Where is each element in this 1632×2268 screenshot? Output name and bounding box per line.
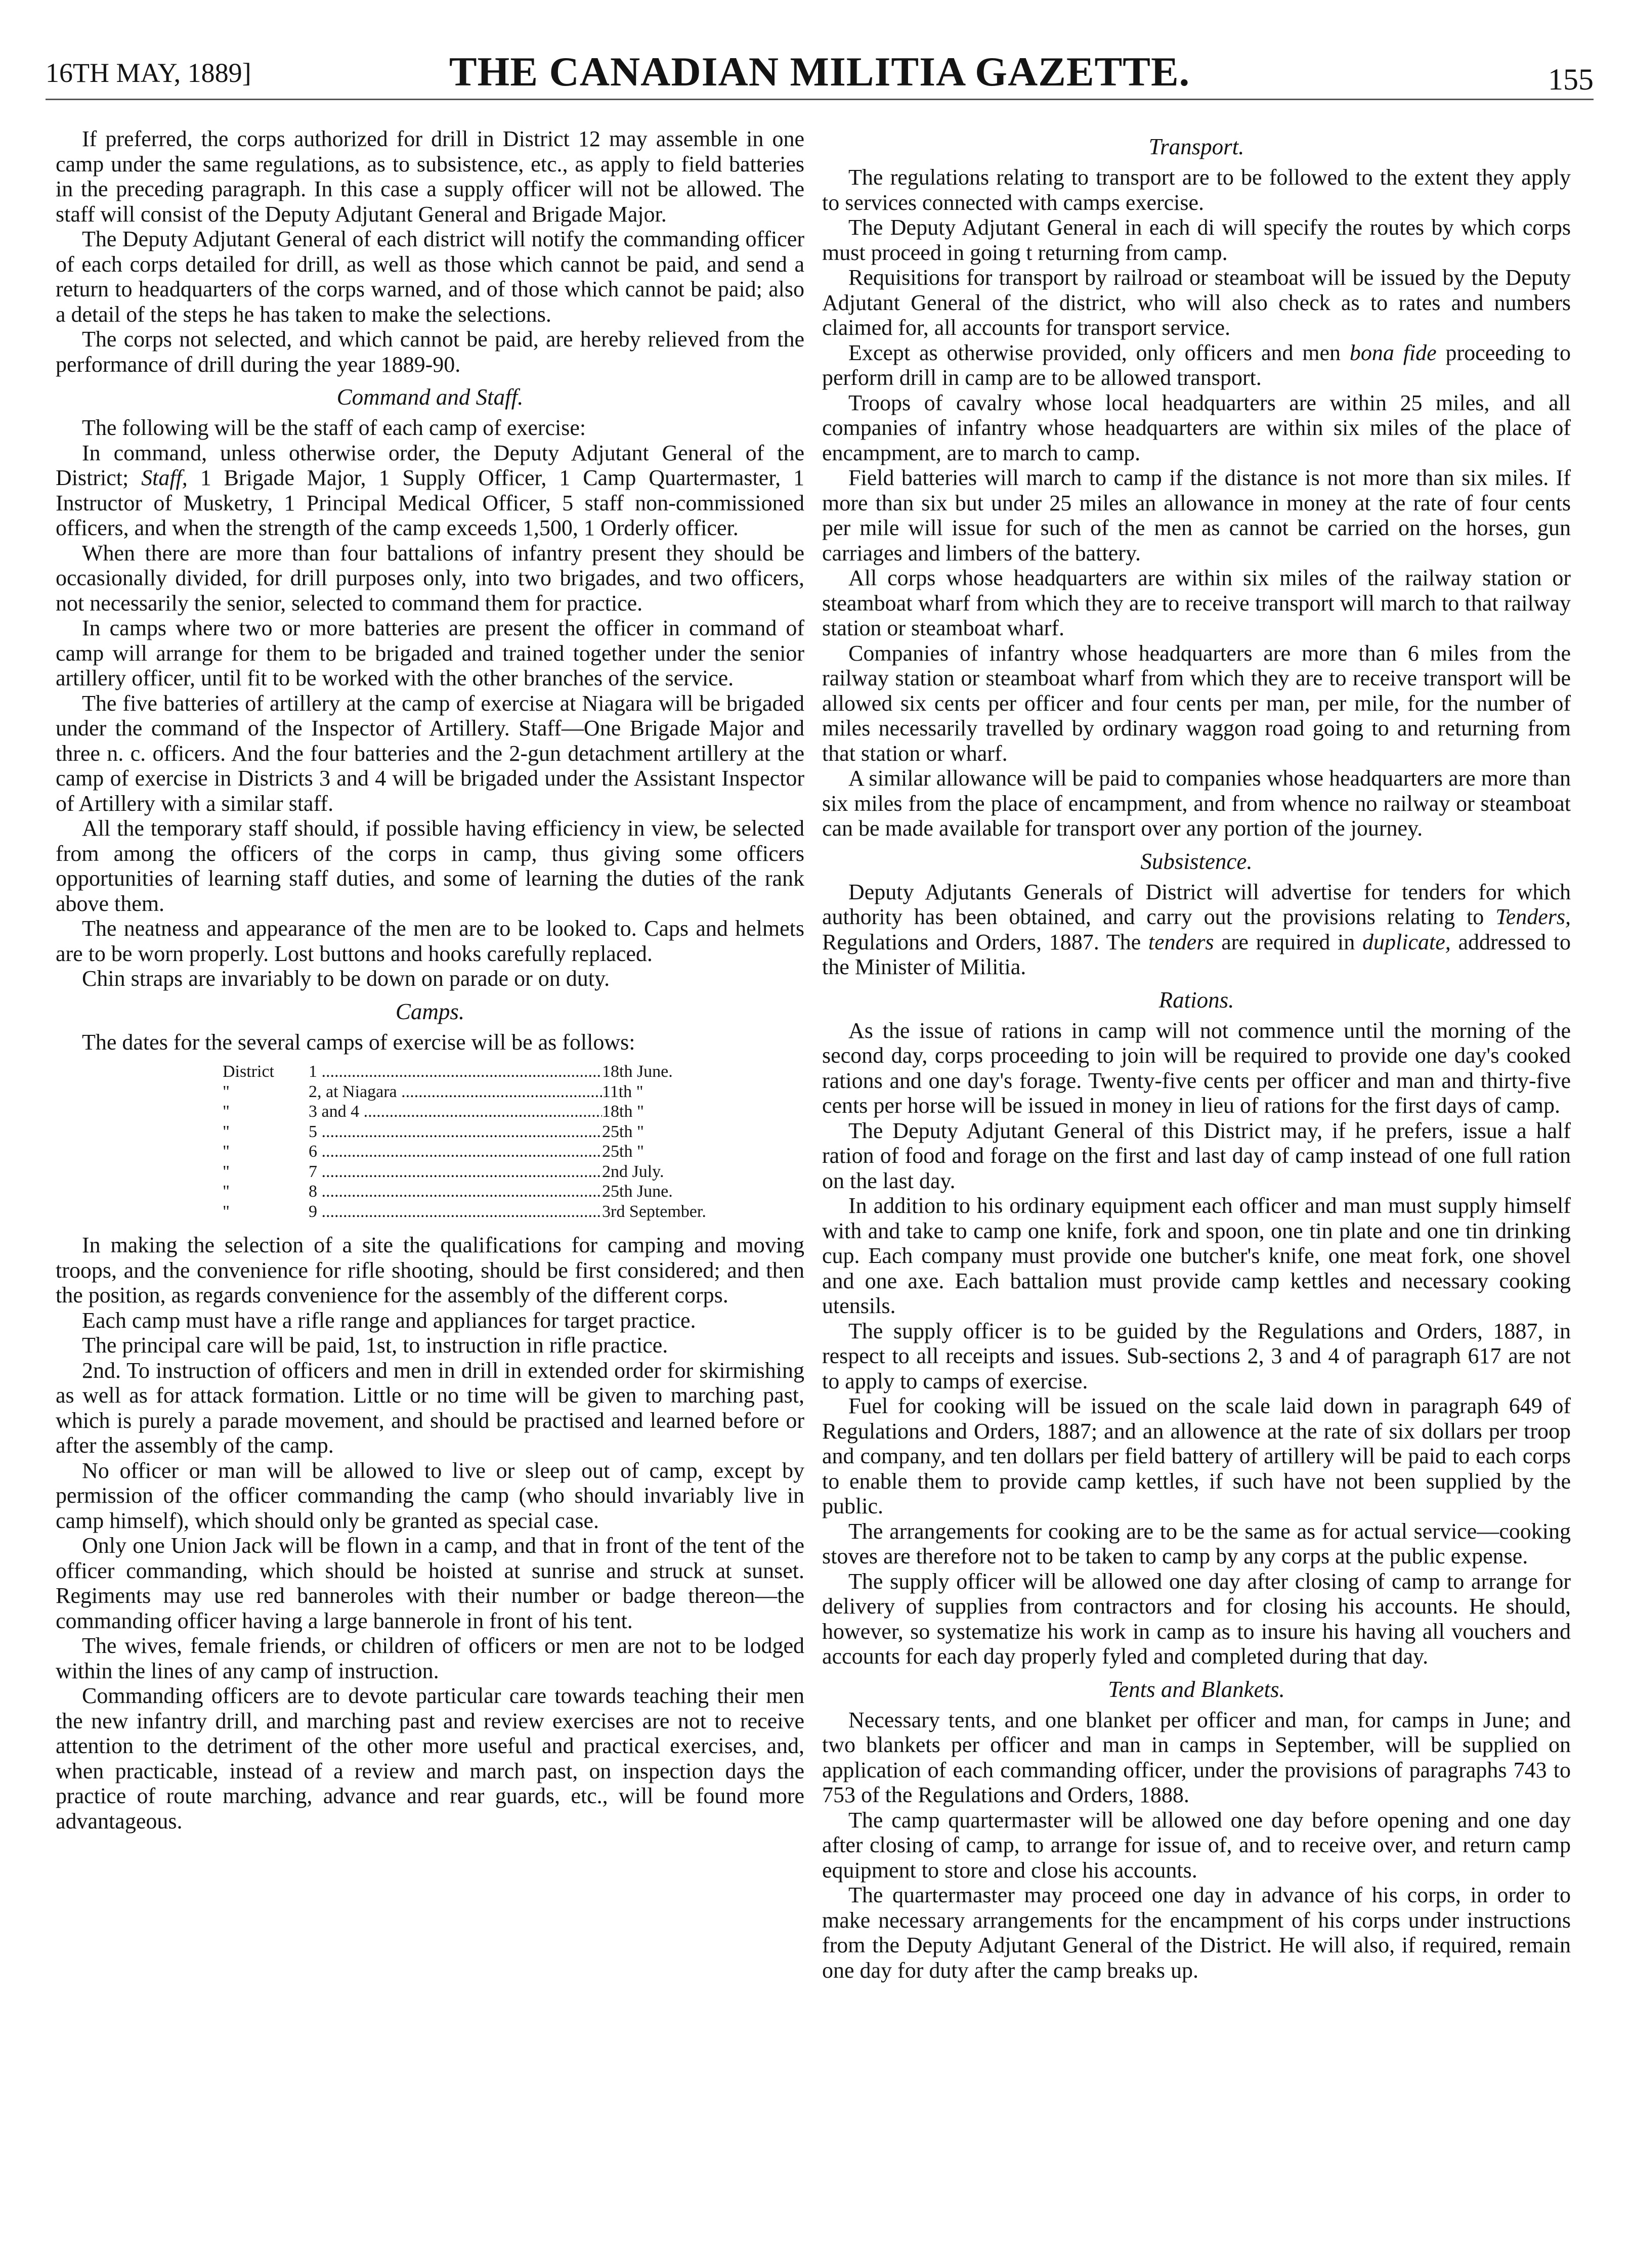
paragraph: Each camp must have a rifle range and appliances for target practice. xyxy=(82,1307,696,1333)
date-cell: 18th June. xyxy=(602,1062,673,1081)
date-cell: 11th " xyxy=(602,1082,643,1101)
camp-cell: 1 ..... xyxy=(309,1062,602,1082)
table-row xyxy=(223,1182,728,1202)
emphasis-text: bona fide xyxy=(1349,340,1437,365)
paragraph: A similar allowance will be paid to companies whose headquarters are more than six miles from the place of encampment, and from whence no railway or steamboat can be made available for transport over any portion of the journey. xyxy=(822,766,1571,841)
text-run: In command, unless otherwise order, the Deputy Adjutant General of the District; xyxy=(56,440,804,490)
paragraph: The five batteries of artillery at the camp of exercise at Niagara will be brigaded under the command of the Inspector of Artillery. Staff—One Brigade Major and three n. c. officers. And the four batteries and the 2-gun detachment artillery at the camp of exercise in Districts 3 and 4 will be brigaded under the Assistant Inspector of Artillery with a similar staff. xyxy=(56,690,804,816)
paragraph: All corps whose headquarters are within six miles of the railway station or steamboat wharf from which they are to receive transport will march to that railway station or steamboat wharf. xyxy=(822,565,1571,640)
table-row xyxy=(223,1142,728,1162)
paragraph: The Deputy Adjutant General in each di will specify the routes by which corps must proceed in going t returning from camp. xyxy=(822,215,1571,265)
district-cell: " xyxy=(223,1082,230,1101)
paragraph: The quartermaster may proceed one day in advance of his corps, in order to make necessary arrangements for the encampment of his corps under instructions from the Deputy Adjutant General of the District. He will also, if required, remain one day for duty after the camp breaks up. xyxy=(822,1883,1571,1983)
text-run: Regulations and Orders, 1887. The xyxy=(822,929,1141,954)
issue-date: 16TH MAY, 1889] xyxy=(46,58,251,88)
paragraph: Troops of cavalry whose local headquarters are within 25 miles, and all companies of infantry whose headquarters are within six miles of the place of encampment, are to march to camp. xyxy=(822,390,1571,465)
district-cell: " xyxy=(223,1142,230,1161)
district-cell: " xyxy=(223,1182,230,1201)
paragraph: Fuel for cooking will be issued on the scale laid down in paragraph 649 of Regulations and Orders, 1887; and an allowence at the rate of six dollars per troop and company, and ten dollars per field battery of artillery will be paid to each corps to enable them to provide camp kettles, if such have not been supplied by the public. xyxy=(822,1393,1571,1518)
section-heading-camps: Camps. xyxy=(395,998,465,1024)
paragraph: Companies of infantry whose headquarters are more than 6 miles from the railway station or steamboat wharf from which they are to receive transport will be allowed six cents per officer and four cents per man, per mile, for the number of miles necessarily travelled by ordinary waggon road going to and returning from that station or wharf. xyxy=(822,640,1571,766)
table-row xyxy=(223,1202,728,1222)
paragraph: The corps not selected, and which cannot be paid, are hereby relieved from the performance of drill during the year 1889-90. xyxy=(56,327,804,377)
district-cell: " xyxy=(223,1202,230,1221)
paragraph: Requisitions for transport by railroad or steamboat will be issued by the Deputy Adjutant General of the district, who will also check as to rates and numbers claimed for, all accounts for transport service. xyxy=(822,265,1571,340)
text-run: 1 Brigade Major, 1 Supply Officer, 1 Camp Quartermaster, 1 Instructor of Musketry, 1 Principal Medical Officer, 5 staff non-commissioned officers, and when the strength of the camp exceeds 1,500, 1 Orderly officer. xyxy=(56,465,804,540)
district-cell: " xyxy=(223,1122,230,1141)
emphasis-text: Staff, xyxy=(141,465,188,490)
page-number: 155 xyxy=(1548,63,1594,96)
paragraph: When there are more than four battalions of infantry present they should be occasionally divided, for drill purposes only, into two brigades, and two officers, not necessarily the senior, selected to command them for practice. xyxy=(56,540,804,616)
paragraph: Field batteries will march to camp if the distance is not more than six miles. If more than six but under 25 miles an allowance in money at the rate of four cents per mile will issue for such of the men as cannot be carried on the horses, gun carriages and limbers of the battery. xyxy=(822,465,1571,565)
camp-cell: 3 and 4 ..... xyxy=(309,1102,602,1122)
paragraph: Commanding officers are to devote particular care towards teaching their men the new infantry drill, and marching past and review exercises are not to receive attention to the detriment of the other more useful and practical exercises, and, when practicable, instead of a review and march past, on inspection days the practice of route marching, advance and rear guards, etc., will be found more advantageous. xyxy=(56,1683,804,1834)
page-header xyxy=(46,48,1594,114)
paragraph: The neatness and appearance of the men are to be looked to. Caps and helmets are to be worn properly. Lost buttons and hooks carefully replaced. xyxy=(56,916,804,966)
date-cell: 25th June. xyxy=(602,1182,673,1201)
paragraph: In making the selection of a site the qualifications for camping and moving troops, and the convenience for rifle shooting, should be first considered; and then the position, as regards convenience for the assembly of the different corps. xyxy=(56,1233,804,1307)
paragraph: In addition to his ordinary equipment each officer and man must supply himself with and take to camp one knife, fork and spoon, one tin plate and one tin drinking cup. Each company must provide one butcher's knife, one meat fork, one shovel and one axe. Each battalion must provide camp kettles and necessary cooking utensils. xyxy=(822,1193,1571,1318)
table-row xyxy=(223,1062,728,1082)
camp-cell: 7 ..... xyxy=(309,1162,602,1182)
paragraph: The Deputy Adjutant General of each district will notify the commanding officer of each corps detailed for drill, as well as those which cannot be paid, and send a return to headquarters of the corps warned, and of those which cannot be paid; also a detail of the steps he has taken to make the selections. xyxy=(56,227,804,327)
camp-dates-table xyxy=(223,1062,728,1222)
paragraph: All the temporary staff should, if possible having efficiency in view, be selected from among the officers of the corps in camp, thus giving some officers opportunities of learning staff duties, and some of learning the duties of the rank above them. xyxy=(56,816,804,916)
emphasis-text: duplicate, xyxy=(1362,929,1451,954)
paragraph: The wives, female friends, or children of officers or men are not to be lodged within the lines of any camp of instruction. xyxy=(56,1633,804,1683)
emphasis-text: tenders xyxy=(1148,929,1214,954)
text-run: Deputy Adjutants Generals of District will advertise for tenders for which authority has been obtained, and carry out the provisions relating to xyxy=(822,879,1571,929)
district-cell: District xyxy=(223,1062,274,1081)
text-run: Except as otherwise provided, only officers and men xyxy=(848,340,1341,365)
paragraph: 2nd. To instruction of officers and men in drill in extended order for skirmishing as well as for attack formation. Little or no time will be given to marching past, which is purely a parade movement, and should be practised and learned before or after the assembly of the camp. xyxy=(56,1358,804,1458)
camp-cell: 8 ..... xyxy=(309,1182,602,1202)
paragraph: The dates for the several camps of exercise will be as follows: xyxy=(82,1029,635,1055)
paragraph: Necessary tents, and one blanket per officer and man, for camps in June; and two blankets per officer and man in camps in September, will be supplied on application of each commanding officer, under the provisions of paragraphs 743 to 753 of the Regulations and Orders, 1888. xyxy=(822,1707,1571,1807)
paragraph: No officer or man will be allowed to live or sleep out of camp, except by permission of the officer commanding the camp (who should invariably live in camp himself), which should only be granted as special case. xyxy=(56,1458,804,1533)
emphasis-text: Tenders, xyxy=(1495,904,1571,929)
paragraph: The regulations relating to transport are to be followed to the extent they apply to services connected with camps exercise. xyxy=(822,165,1571,215)
paragraph: The Deputy Adjutant General of this District may, if he prefers, issue a half ration of food and forage on the first and last day of camp instead of one full ration on the last day. xyxy=(822,1118,1571,1193)
section-heading-transport: Transport. xyxy=(1148,134,1244,159)
paragraph: The camp quartermaster will be allowed one day before opening and one day after closing of camp, to arrange for issue of, and to receive over, and return camp equipment to store and close his accounts. xyxy=(822,1807,1571,1883)
paragraph: If preferred, the corps authorized for drill in District 12 may assemble in one camp under the same regulations, as to subsistence, etc., as apply to field batteries in the preceding paragraph. In this case a supply officer will not be allowed. The staff will consist of the Deputy Adjutant General and Brigade Major. xyxy=(56,126,804,227)
table-row xyxy=(223,1122,728,1142)
paragraph: The principal care will be paid, 1st, to instruction in rifle practice. xyxy=(82,1333,668,1358)
paragraph: In camps where two or more batteries are present the officer in command of camp will arrange for them to be brigaded and trained together under the senior artillery officer, until fit to be worked with the other branches of the service. xyxy=(56,616,804,690)
paragraph: As the issue of rations in camp will not commence until the morning of the second day, corps proceeding to join will be required to provide one day's cooked rations and one day's forage. Twenty-five cents per officer and man and thirty-five cents per horse will be issued in money in lieu of rations for the first days of camp. xyxy=(822,1018,1571,1118)
table-row xyxy=(223,1102,728,1122)
section-heading-subsistence: Subsistence. xyxy=(1140,848,1253,874)
camp-cell: 6 ..... xyxy=(309,1142,602,1162)
camp-cell: 2, at Niagara ..... xyxy=(309,1082,602,1102)
table-row xyxy=(223,1082,728,1102)
section-heading-rations: Rations. xyxy=(1158,987,1234,1013)
header-rule xyxy=(46,99,1594,100)
text-run: are required in xyxy=(1221,929,1355,954)
publication-title: THE CANADIAN MILITIA GAZETTE. xyxy=(449,49,1190,95)
text-run: addressed to the Minister of Militia. xyxy=(822,929,1571,979)
date-cell: 18th " xyxy=(602,1102,644,1121)
camp-cell: 9 ..... xyxy=(309,1202,602,1222)
left-column xyxy=(56,126,804,1834)
paragraph xyxy=(822,880,1571,980)
paragraph xyxy=(56,441,804,541)
paragraph: The following will be the staff of each camp of exercise: xyxy=(82,415,586,440)
table-row xyxy=(223,1162,728,1182)
paragraph: The supply officer is to be guided by the Regulations and Orders, 1887, in respect to all receipts and issues. Sub-sections 2, 3 and 4 of paragraph 617 are not to apply to camps of exercise. xyxy=(822,1318,1571,1393)
section-heading-tents-and-blankets: Tents and Blankets. xyxy=(1108,1676,1285,1702)
date-cell: 25th " xyxy=(602,1142,644,1161)
district-cell: " xyxy=(223,1162,230,1181)
camp-cell: 5 ..... xyxy=(309,1122,602,1142)
date-cell: 3rd September. xyxy=(602,1202,706,1221)
paragraph: Chin straps are invariably to be down on parade or on duty. xyxy=(82,966,610,991)
paragraph: The supply officer will be allowed one day after closing of camp to arrange for delivery of supplies from contractors and for closing his accounts. He should, however, so systematize his work in camp as to insure his having all vouchers and accounts for each day properly fyled and completed during that day. xyxy=(822,1568,1571,1669)
text-run: proceeding to perform drill in camp are to be allowed transport. xyxy=(822,340,1571,390)
paragraph: The arrangements for cooking are to be the same as for actual service—cooking stoves are therefore not to be taken to camp by any corps at the public expense. xyxy=(822,1518,1571,1568)
district-cell: " xyxy=(223,1102,230,1121)
right-column xyxy=(822,126,1571,1983)
date-cell: 25th " xyxy=(602,1122,644,1141)
paragraph xyxy=(822,340,1571,390)
date-cell: 2nd July. xyxy=(602,1162,664,1181)
section-heading-command-and-staff: Command and Staff. xyxy=(336,384,524,410)
paragraph: Only one Union Jack will be flown in a camp, and that in front of the tent of the officer commanding, which should be hoisted at sunrise and struck at sunset. Regiments may use red banneroles with their number or badge thereon—the commanding officer having a large bannerole in front of his tent. xyxy=(56,1533,804,1633)
